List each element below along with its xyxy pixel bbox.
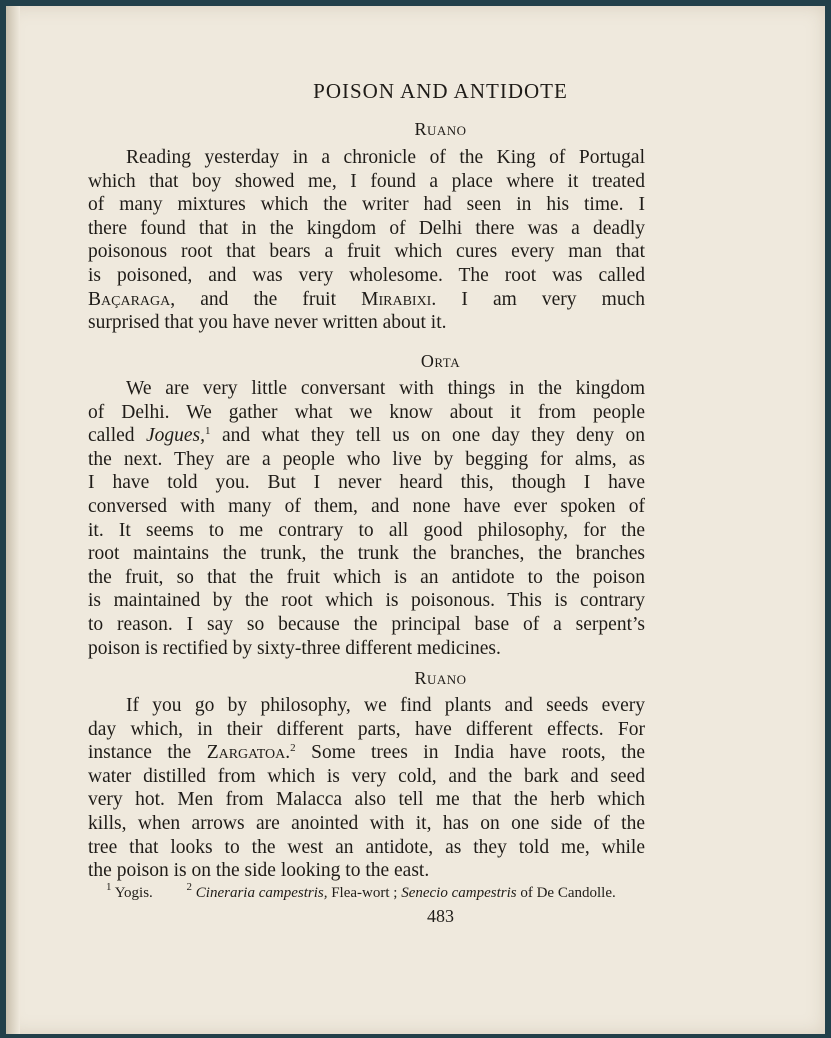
text-line: poison is rectified by sixty-three different medicines.: [88, 637, 501, 659]
text-line: is maintained by the root which is poisonous. This is contrary: [88, 590, 645, 612]
text-line: surprised that you have never written about it.: [88, 312, 447, 334]
footnotes: [106, 881, 616, 902]
term-mirabixi: Mirabixi: [361, 288, 432, 310]
term-jogues: Jogues,: [146, 425, 206, 447]
footnote-text: Cineraria campestris,: [195, 885, 328, 901]
text-line: which that boy showed me, I found a place where it treated: [88, 170, 645, 192]
text-line: Reading yesterday in a chronicle of the King of Portugal: [126, 147, 645, 168]
paragraph-ruano-1: [88, 146, 645, 335]
speaker-heading-orta: Orta: [420, 351, 461, 371]
text-line: the poison is on the side looking to the east.: [88, 860, 430, 882]
text-line: If you go by philosophy, we find plants and seeds every: [126, 695, 645, 716]
term-zargatoa: Zargatoa.: [206, 742, 291, 764]
footnote-mark: 2: [186, 881, 193, 893]
text-fragment: and what they tell us on one day they deny on: [210, 425, 645, 447]
text-line: [88, 424, 645, 448]
text-line: root maintains the trunk, the trunk the branches, the branches: [88, 543, 645, 565]
text-line: to reason. I say so because the principal base of a serpent’s: [88, 613, 645, 635]
text-line: I have told you. But I never heard this, though I have: [88, 472, 645, 494]
text-line: of Delhi. We gather what we know about it from people: [88, 401, 645, 423]
text-line: [88, 741, 645, 765]
footnote-text: of De Candolle.: [516, 885, 616, 901]
term-bacaraga: Baçaraga: [88, 288, 171, 310]
page-gutter-shadow: [6, 6, 20, 1034]
text-line: is poisoned, and was very wholesome. The root was called: [88, 264, 645, 286]
book-page: [6, 6, 825, 1034]
paragraph-ruano-2: [88, 694, 645, 883]
footnote-ref-2: 2: [290, 742, 296, 755]
text-fragment: instance the: [88, 742, 207, 764]
speaker-heading-ruano-2: Ruano: [414, 668, 467, 688]
text-fragment: . I am very much: [431, 288, 645, 310]
text-line: water distilled from which is very cold, and the bark and seed: [88, 765, 645, 787]
text-line: the next. They are a people who live by begging for alms, as: [88, 448, 645, 470]
running-head: POISON AND ANTIDOTE: [313, 79, 568, 103]
text-line: it. It seems to me contrary to all good philosophy, for the: [88, 519, 645, 541]
page-number: 483: [427, 906, 454, 926]
footnote-text: Senecio campestris: [401, 885, 517, 901]
footnote-text: Yogis.: [114, 885, 153, 901]
footnote-mark: 1: [106, 881, 112, 893]
footnote-ref-1: 1: [205, 425, 211, 438]
text-fragment: Some trees in India have roots, the: [295, 742, 645, 764]
text-line: conversed with many of them, and none have ever spoken of: [88, 495, 645, 517]
footnote-text: Flea-wort ;: [327, 885, 402, 901]
text-line: of many mixtures which the writer had seen in his time. I: [88, 194, 645, 216]
text-line: tree that looks to the west an antidote, as they told me, while: [88, 836, 645, 858]
footnote-2: [186, 881, 616, 901]
text-fragment: , and the fruit: [170, 288, 362, 310]
text-line: [88, 288, 645, 312]
text-line: there found that in the kingdom of Delhi there was a deadly: [88, 217, 645, 239]
text-line: day which, in their different parts, have different effects. For: [88, 718, 645, 740]
text-fragment: called: [88, 425, 146, 447]
text-line: We are very little conversant with things in the kingdom: [126, 378, 645, 399]
footnote-1: [106, 881, 153, 901]
text-line: very hot. Men from Malacca also tell me that the herb which: [88, 789, 645, 811]
paragraph-orta: [88, 377, 645, 660]
text-line: poisonous root that bears a fruit which cures every man that: [88, 241, 645, 263]
text-line: kills, when arrows are anointed with it, has on one side of the: [88, 812, 645, 834]
text-line: the fruit, so that the fruit which is an antidote to the poison: [88, 566, 645, 588]
speaker-heading-ruano-1: Ruano: [414, 119, 467, 139]
